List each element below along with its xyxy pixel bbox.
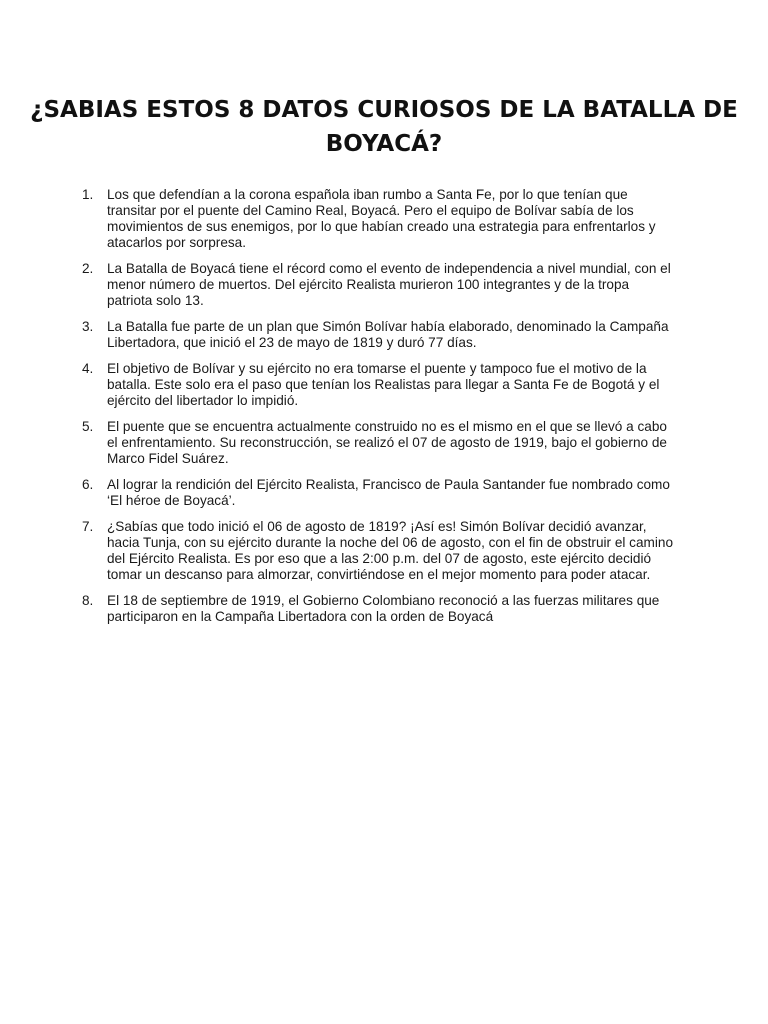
fact-number: 7. — [82, 519, 94, 534]
document-title: ¿SABIAS ESTOS 8 DATOS CURIOSOS DE LA BATALLA DE BOYACÁ? — [30, 97, 738, 157]
fact-item-7 — [82, 519, 674, 583]
fact-text: La Batalla de Boyacá tiene el récord como el evento de independencia a nivel mundial, con el menor número de muertos. Del ejército Realista murieron 100 integrantes y de la tropa patriota solo 13. — [107, 261, 671, 308]
fact-item-6 — [82, 477, 674, 509]
fact-number: 6. — [82, 477, 94, 492]
fact-number: 4. — [82, 361, 94, 376]
facts-list — [82, 187, 674, 635]
fact-text: El 18 de septiembre de 1919, el Gobierno Colombiano reconoció a las fuerzas militares que participaron en la Campaña Libertadora con la orden de Boyacá — [107, 593, 660, 624]
fact-number: 1. — [82, 187, 94, 202]
fact-text: Al lograr la rendición del Ejército Realista, Francisco de Paula Santander fue nombrado como ‘El héroe de Boyacá’. — [107, 477, 670, 508]
fact-number: 8. — [82, 593, 94, 608]
fact-number: 2. — [82, 261, 94, 276]
fact-text: Los que defendían a la corona española iban rumbo a Santa Fe, por lo que tenían que transitar por el puente del Camino Real, Boyacá. Pero el equipo de Bolívar sabía de los movimientos de sus enemigos, por lo que habían creado una estrategia para enfrentarlos y atacarlos por sorpresa. — [107, 187, 656, 250]
fact-item-8 — [82, 593, 674, 625]
fact-item-5 — [82, 419, 674, 467]
fact-text: El objetivo de Bolívar y su ejército no era tomarse el puente y tampoco fue el motivo de la batalla. Este solo era el paso que tenían los Realistas para llegar a Santa Fe de Bogotá y el ejército del libertador lo impidió. — [107, 361, 660, 408]
fact-text: La Batalla fue parte de un plan que Simón Bolívar había elaborado, denominado la Campaña Libertadora, que inició el 23 de mayo de 1819 y duró 77 días. — [107, 319, 669, 350]
fact-item-3 — [82, 319, 674, 351]
fact-text: El puente que se encuentra actualmente construido no es el mismo en el que se llevó a cabo el enfrentamiento. Su reconstrucción, se realizó el 07 de agosto de 1919, bajo el gobierno de Marco Fidel Suárez. — [107, 419, 667, 466]
fact-number: 5. — [82, 419, 94, 434]
fact-item-2 — [82, 261, 674, 309]
fact-item-4 — [82, 361, 674, 409]
fact-number: 3. — [82, 319, 94, 334]
fact-text: ¿Sabías que todo inició el 06 de agosto de 1819? ¡Así es! Simón Bolívar decidió avanzar, hacia Tunja, con su ejército durante la noche del 06 de agosto, con el fin de obstruir el camino del Ejército Realista. Es por eso que a las 2:00 p.m. del 07 de agosto, este ejército decidió tomar un descanso para almorzar, convirtiéndose en el mejor momento para poder atacar. — [107, 519, 674, 582]
fact-item-1 — [82, 187, 674, 251]
